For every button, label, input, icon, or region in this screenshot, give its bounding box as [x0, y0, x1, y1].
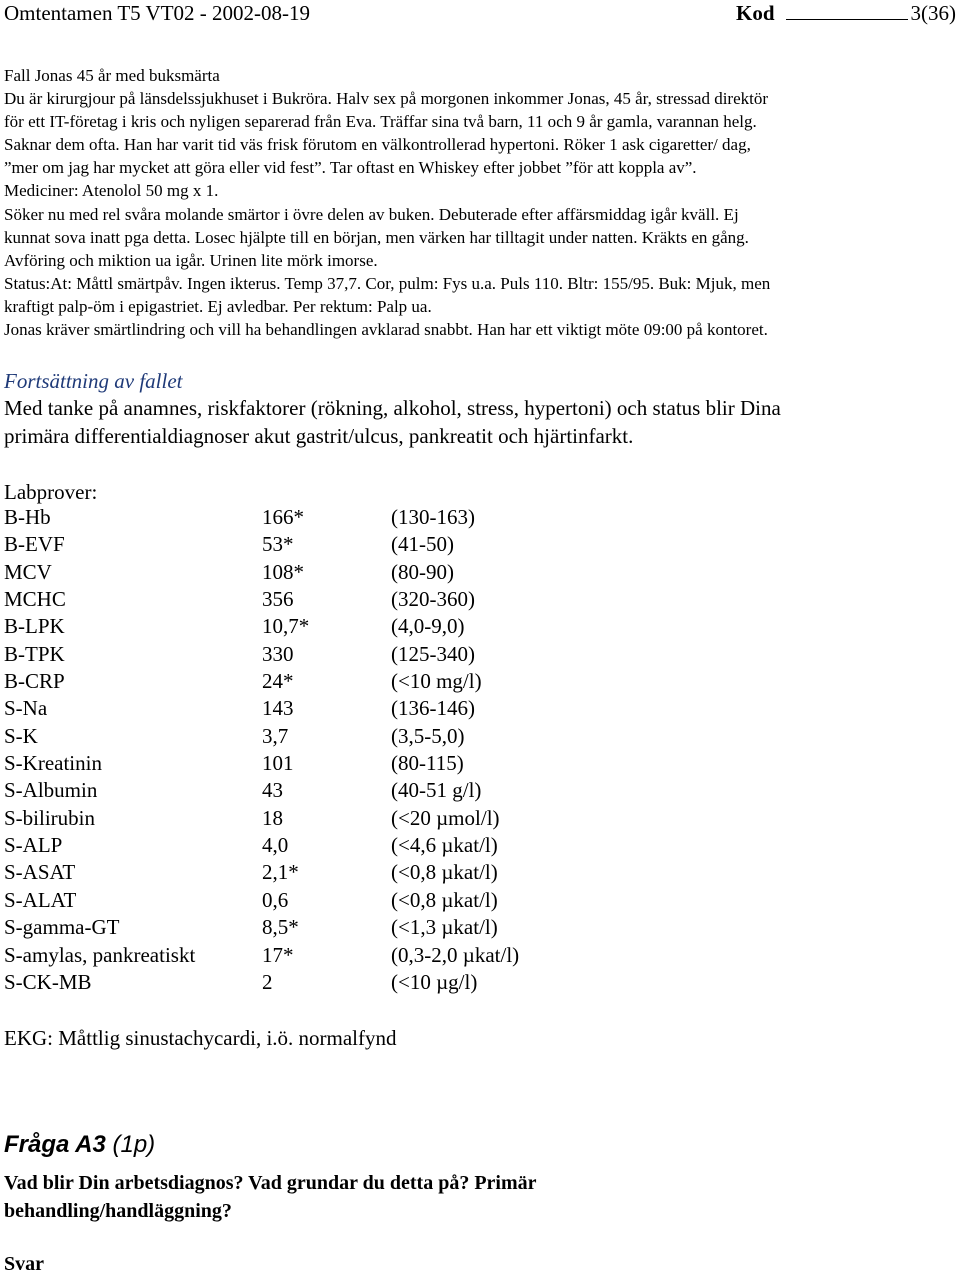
lab-name: S-K — [4, 723, 38, 748]
lab-reference: (320-360) — [391, 587, 475, 612]
page-header — [4, 0, 956, 26]
lab-value: 108* — [262, 559, 304, 584]
case-description — [4, 64, 956, 341]
lab-name: B-LPK — [4, 614, 65, 639]
lab-reference: (<10 µg/l) — [391, 969, 478, 994]
lab-name: B-CRP — [4, 669, 65, 694]
lab-reference: (<10 mg/l) — [391, 669, 482, 694]
lab-name: B-EVF — [4, 532, 65, 557]
continuation-line: primära differentialdiagnoser akut gastrit/ulcus, pankreatit och hjärtinfarkt. — [4, 424, 634, 448]
case-line: Status:At: Måttl smärtpåv. Ingen ikterus. Temp 37,7. Cor, pulm: Fys u.a. Puls 110. Bltr: 155/95. Buk: Mjuk, men — [4, 273, 771, 293]
continuation-line: Med tanke på anamnes, riskfaktorer (rökning, alkohol, stress, hypertoni) och status blir Dina — [4, 396, 781, 420]
question-text: Vad blir Din arbetsdiagnos? Vad grundar du detta på? Primär behandling/handläggning? — [4, 1172, 537, 1222]
lab-name: S-CK-MB — [4, 969, 92, 994]
lab-value: 8,5* — [262, 915, 299, 940]
code-label: Kod — [736, 1, 775, 25]
lab-name: S-amylas, pankreatiskt — [4, 942, 196, 967]
case-line: Söker nu med rel svåra molande smärtor i övre delen av buken. Debuterade efter affärsmiddag igår kväll. Ej — [4, 204, 739, 224]
lab-reference: (<1,3 µkat/l) — [391, 915, 498, 940]
lab-value: 53* — [262, 532, 294, 557]
lab-title: Labprover: — [4, 480, 98, 504]
case-line: Jonas kräver smärtlindring och vill ha behandlingen avklarad snabbt. Han har ett viktigt möte 09:00 på kontoret. — [4, 320, 768, 340]
lab-value: 143 — [262, 696, 294, 721]
lab-reference: (4,0-9,0) — [391, 614, 465, 639]
case-line: Avföring och miktion ua igår. Urinen lite mörk imorse. — [4, 250, 378, 270]
case-line: kunnat sova inatt pga detta. Losec hjälpte till en början, men värken har tilltagit under natten. Kräkts en gång. — [4, 227, 749, 247]
lab-name: S-ALP — [4, 833, 63, 858]
continuation-text — [4, 394, 956, 450]
lab-value: 4,0 — [262, 833, 289, 858]
lab-value: 0,6 — [262, 887, 289, 912]
lab-value: 2 — [262, 969, 273, 994]
lab-value: 356 — [262, 587, 294, 612]
lab-reference: (<0,8 µkat/l) — [391, 887, 498, 912]
lab-value: 24* — [262, 669, 294, 694]
answer-label: Svar — [4, 1253, 44, 1275]
continuation-heading: Fortsättning av fallet — [4, 369, 183, 393]
lab-name: S-gamma-GT — [4, 915, 120, 940]
lab-name: S-Kreatinin — [4, 751, 102, 776]
question-points: (1p) — [112, 1131, 156, 1158]
lab-reference: (136-146) — [391, 696, 475, 721]
lab-name: S-ASAT — [4, 860, 76, 885]
lab-value: 101 — [262, 751, 294, 776]
code-entry-line[interactable] — [786, 19, 908, 20]
lab-value: 166* — [262, 505, 304, 529]
ekg-text: EKG: Måttlig sinustachycardi, i.ö. normalfynd — [4, 1026, 397, 1050]
lab-name: S-bilirubin — [4, 805, 96, 830]
lab-name: S-Albumin — [4, 778, 98, 803]
case-line: Du är kirurgjour på länsdelssjukhuset i Bukröra. Halv sex på morgonen inkommer Jonas, 45 år, stressad direktör — [4, 89, 769, 109]
case-line: för ett IT-företag i kris och nyligen separerad från Eva. Träffar sina två barn, 11 och 9 år gamla, varannan helg. — [4, 112, 757, 132]
lab-reference: (<0,8 µkat/l) — [391, 860, 498, 885]
case-title: Fall Jonas 45 år med buksmärta — [4, 66, 220, 85]
lab-value: 330 — [262, 641, 294, 666]
case-line: ”mer om jag har mycket att göra eller vid fest”. Tar oftast en Whiskey efter jobbet ”för att koppla av”. — [4, 158, 697, 178]
lab-value: 10,7* — [262, 614, 310, 639]
lab-name: S-ALAT — [4, 887, 77, 912]
lab-name: B-TPK — [4, 641, 65, 666]
lab-reference: (130-163) — [391, 505, 475, 529]
case-line: Mediciner: Atenolol 50 mg x 1. — [4, 181, 219, 201]
lab-reference: (40-51 g/l) — [391, 778, 482, 803]
lab-reference: (3,5-5,0) — [391, 723, 465, 748]
lab-reference: (<4,6 µkat/l) — [391, 833, 498, 858]
lab-reference: (80-115) — [391, 751, 464, 776]
lab-name: MCV — [4, 559, 52, 584]
case-line: kraftigt palp-öm i epigastriet. Ej avledbar. Per rektum: Palp ua. — [4, 296, 432, 316]
case-line: Saknar dem ofta. Han har varit tid väs frisk förutom en välkontrollerad hypertoni. Röker 1 ask cigaretter/ dag, — [4, 135, 751, 155]
lab-reference: (41-50) — [391, 532, 454, 557]
lab-name: MCHC — [4, 587, 66, 612]
lab-reference: (80-90) — [391, 559, 454, 584]
lab-reference: (<20 µmol/l) — [391, 805, 500, 830]
lab-name: S-Na — [4, 696, 48, 721]
lab-name: B-Hb — [4, 505, 51, 529]
lab-value: 17* — [262, 942, 294, 967]
lab-reference: (125-340) — [391, 641, 475, 666]
lab-value: 18 — [262, 805, 283, 830]
page-number: 3(36) — [910, 1, 956, 25]
question-title — [4, 1129, 155, 1161]
lab-value: 3,7 — [262, 723, 289, 748]
lab-value: 43 — [262, 778, 283, 803]
lab-reference: (0,3-2,0 µkat/l) — [391, 942, 520, 967]
lab-value: 2,1* — [262, 860, 299, 885]
exam-title: Omtentamen T5 VT02 - 2002-08-19 — [4, 1, 311, 25]
question-label: Fråga A3 — [4, 1131, 106, 1158]
